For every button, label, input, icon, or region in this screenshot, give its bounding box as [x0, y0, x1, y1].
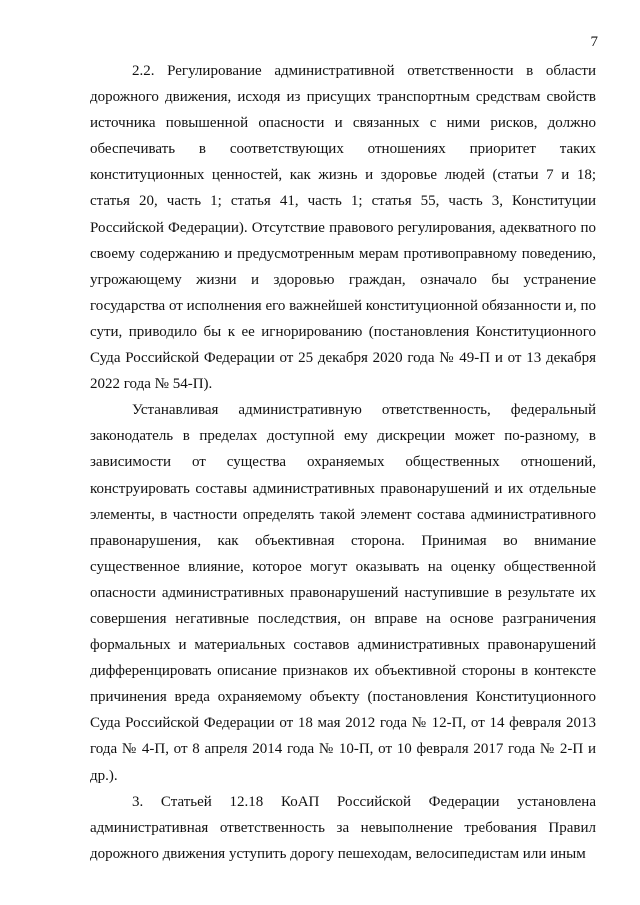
paragraph-3: 3. Статьей 12.18 КоАП Российской Федерации установлена административная ответственность за невыполнение требования Правил дорожного движения уступить дорогу пешеходам, велосипедистам или иным: [90, 793, 596, 862]
paragraph-2-2: 2.2. Регулирование административной ответственности в области дорожного движения, исходя из присущих транспортным средствам свойств источника повышенной опасности и связанных с ними рисков, должно обеспечивать в соответствующих отношениях приоритет таких конституционных ценностей, как жизнь и здоровье людей (статьи 7 и 18; статья 20, часть 1; статья 41, часть 1; статья 55, часть 3, Конституции Российской Федерации). Отсутствие правового регулирования, адекватного по своему содержанию и предусмотренным мерам противоправному поведению, угрожающему жизни и здоровью граждан, означало бы устранение государства от исполнения его важнейшей конституционной обязанности и, по сути, приводило бы к ее игнорированию (постановления Конституционного Суда Российской Федерации от 25 декабря 2020 года № 49-П и от 13 декабря 2022 года № 54-П).: [90, 63, 597, 393]
page-number: 7: [590, 34, 598, 50]
paragraph-liability: Устанавливая административную ответственность, федеральный законодатель в пределах доступной ему дискреции может по-разному, в зависимости от существа охраняемых общественных отношений, конструировать составы административных правонарушений и их отдельные элементы, в частности определять такой элемент состава административного правонарушения, как объективная сторона. Принимая во внимание существенное влияние, которое могут оказывать на оценку общественной опасности административных правонарушений наступившие в результате их совершения негативные последствия, он вправе на основе разграничения формальных и материальных составов административных правонарушений дифференцировать описание признаков их объективной стороны в контексте причинения вреда охраняемому объекту (постановления Конституционного Суда Российской Федерации от 18 мая 2012 года № 12-П, от 14 февраля 2013 года № 4-П, от 8 апреля 2014 года № 10-П, от 10 февраля 2017 года № 2-П и др.).: [90, 402, 596, 784]
document-body: [90, 58, 596, 867]
